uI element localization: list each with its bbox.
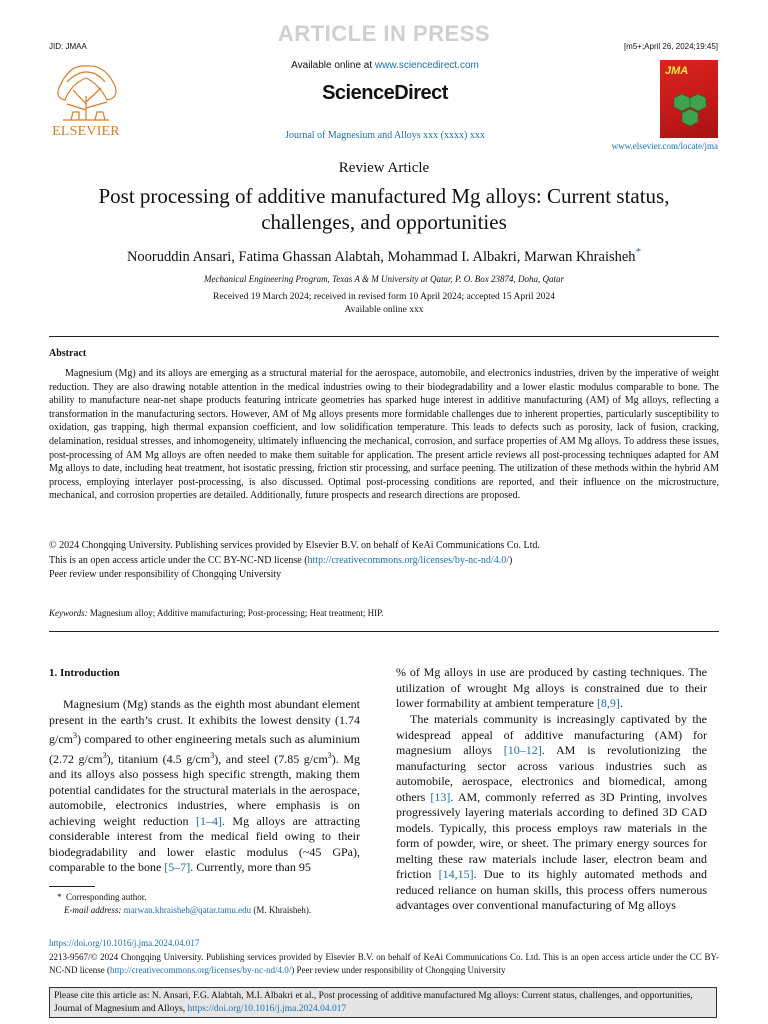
divider-top: [49, 336, 719, 337]
footer-license-link[interactable]: http://creativecommons.org/licenses/by-nc-nd/4.0/: [109, 964, 292, 975]
license-link[interactable]: http://creativecommons.org/licenses/by-nc-nd/4.0/: [307, 555, 509, 566]
superscript: 3: [102, 750, 107, 760]
reference-link[interactable]: [14,15]: [438, 867, 474, 881]
timestamp: [m5+;April 26, 2024;19:45]: [623, 42, 718, 51]
footnote-divider: [49, 886, 95, 887]
cover-hexagon-graphic: [670, 90, 710, 130]
abstract-heading: Abstract: [49, 348, 87, 359]
citation-doi-link[interactable]: https://doi.org/10.1016/j.jma.2024.04.017: [187, 1003, 347, 1014]
abstract-peer-review: Peer review under responsibility of Chongqing University: [49, 569, 282, 580]
publisher-wordmark: ELSEVIER: [52, 124, 120, 139]
affiliation: Mechanical Engineering Program, Texas A & M University at Qatar, P. O. Box 23874, Doha, Qatar: [203, 274, 565, 284]
sciencedirect-link[interactable]: www.sciencedirect.com: [374, 60, 479, 71]
online-date: Available online xxx: [344, 305, 424, 315]
reference-link[interactable]: [5–7]: [164, 860, 191, 874]
cover-title: JMA: [665, 65, 689, 77]
reference-link[interactable]: [8,9]: [596, 696, 620, 710]
journal-id: JID: JMAA: [49, 42, 87, 51]
abstract-body: Magnesium (Mg) and its alloys are emerging as a structural material for the aerospace, automobile, and electronics industries, driven by the imperative of weight reduction. They are also drawing notable attention in the medical industries owing to their biodegradability and a lower elastic modulus comparable to bone. The ability to manufacture near-net shape products featuring intricate geometries has sparked huge interest in additive manufacturing (AM) of Mg alloys, reflecting a transformation in the manufacturing sectors. However, AM of Mg alloys presents more formidable challenges due to inherent properties, particularly susceptibility to oxidation, gas trapping, high thermal expansion coefficient, and low solidification temperature. This leads to defects such as porosity, lack of fusion, cracking, delamination, residual stresses, and inhomogeneity, ultimately influencing the mechanical, corrosion, and surface properties of AM Mg alloys. To address these issues, post-processing of AM Mg alloys are often needed to make them suitable for application. The present article reviews all post-processing techniques adapted for AM Mg alloys to date, including heat treatment, hot isostatic pressing, friction stir processing, and surface peening. The utilization of these methods within the hybrid AM process, employing interlayer post-processing, is also discussed. Optimal post-processing conditions are reported, and their influence on the microstructure, mechanical, and corrosion properties are detailed. Additionally, future prospects and research directions are proposed.: [49, 368, 719, 502]
intro-column-right-para2: The materials community is increasingly captivated by the widespread appeal of additive manufacturing (AM) for magnesium alloys [10–12]. AM is revolutionizing the manufacturing sector across various industries such as automobile, aerospace, electronics and biomedical, among others [13]. AM, commonly referred as 3D Printing, involves progressively layering materials according to defined 3D CAD models. Typically, this process employs raw materials in the form of powder, wire, or sheet. The primary energy sources for melting these raw materials include laser, electron beam and friction [14,15]. Due to its highly automated methods and reduced reliance on human skills, this process offers numerous advantages over conventional manufacturing of Mg alloys: [396, 712, 707, 912]
reference-link[interactable]: [13]: [430, 789, 451, 804]
article-dates: [40, 291, 728, 317]
abstract-license: This is an open access article under the CC BY-NC-ND license (http://creativecommons.org/licenses/by-nc-nd/4.0/): [49, 555, 513, 566]
reference-link[interactable]: [10–12]: [503, 743, 542, 757]
article-in-press-banner: ARTICLE IN PRESS: [277, 21, 491, 46]
corresponding-author-mark[interactable]: *: [635, 246, 642, 258]
abstract-copyright: © 2024 Chongqing University. Publishing services provided by Elsevier B.V. on behalf of KeAi Communications Co. Ltd.: [49, 540, 540, 551]
intro-column-right-para1: % of Mg alloys in use are produced by casting techniques. The utilization of wrought Mg alloys is constrained due to their lower formability at ambient temperature [8,9].: [396, 665, 707, 710]
email-link[interactable]: marwan.khraisheh@qatar.tamu.edu: [123, 905, 252, 915]
journal-url-link[interactable]: www.elsevier.com/locate/jma: [611, 141, 718, 151]
received-dates: Received 19 March 2024; received in revised form 10 April 2024; accepted 15 April 2024: [213, 292, 555, 302]
journal-name-link[interactable]: Journal of Magnesium and Alloys xxx (xxxx) xxx: [285, 130, 485, 141]
article-type: Review Article: [338, 160, 430, 176]
available-online: Available online at www.sciencedirect.com: [291, 60, 479, 71]
divider-middle: [49, 631, 719, 632]
section-heading-introduction: 1. Introduction: [49, 667, 120, 679]
sciencedirect-logo: ScienceDirect: [322, 82, 448, 104]
superscript: 3: [327, 750, 332, 760]
article-title: Post processing of additive manufactured Mg alloys: Current status, challenges, and opportunities: [98, 184, 670, 234]
doi-link[interactable]: https://doi.org/10.1016/j.jma.2024.04.017: [49, 938, 200, 948]
citation-box: Please cite this article as: N. Ansari, F.G. Alabtah, M.I. Albakri et al., Post processing of additive manufactured Mg alloys: Current status, challenges, and opportunities, Journal of Magnesium and Alloys, https://doi.org/10.1016/j.jma.2024.04.017: [49, 987, 717, 1018]
superscript: 3: [210, 750, 215, 760]
intro-column-left: Magnesium (Mg) stands as the eighth most abundant element present in the earth’s crust. It exhibits the lowest density (1.74 $g/cm^3$) compared to other engineering metals such as aluminium (2.72 $g/cm^3$), titanium (4.5 $g/cm^3$), and steel (7.85 $g/cm^3$). Mg and its alloys also possess high specific strength, making them potential candidates for the structural materials in the aerospace, automobile, electronics industries, where emphasis is on achieving weight reduction [1–4]. Mg alloys are attracting considerable interest from the medical field owing to their biodegradability and lower elastic modulus (~45 GPa), comparable to the bone [5–7]. Currently, more than 95: [49, 697, 361, 874]
keywords: Keywords: Magnesium alloy; Additive manufacturing; Post-processing; Heat treatment; HIP.: [49, 608, 384, 618]
footnote-corresponding: * Corresponding author.: [57, 892, 147, 902]
superscript: 3: [73, 731, 77, 740]
footer-copyright: 2213-9567/© 2024 Chongqing University. Publishing services provided by Elsevier B.V. on behalf of KeAi Communications Co. Ltd. This is an open access article under the CC BY-NC-ND license (http://creativecommons.org/licenses/by-nc-nd/4.0/) Peer review under responsibility of Chongqing University: [49, 952, 719, 975]
keywords-label: Keywords:: [49, 608, 88, 618]
reference-link[interactable]: [1–4]: [195, 813, 222, 828]
author-list: Nooruddin Ansari, Fatima Ghassan Alabtah, Mohammad I. Albakri, Marwan Khraisheh*: [126, 246, 642, 265]
footnote-email: E-mail address: marwan.khraisheh@qatar.tamu.edu (M. Khraisheh).: [64, 905, 312, 915]
